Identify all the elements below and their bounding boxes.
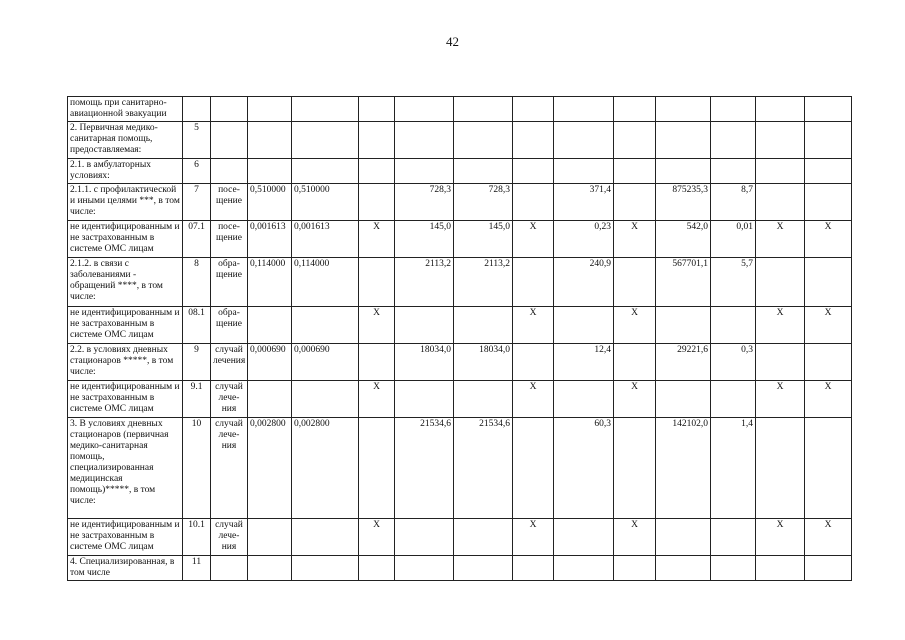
value-cell (554, 519, 614, 556)
value-cell (359, 418, 395, 519)
table-row (68, 258, 852, 307)
value-cell: Х (614, 221, 656, 258)
unit-cell (211, 122, 248, 159)
unit-cell: случай лече-ния (211, 418, 248, 519)
value-cell (805, 159, 852, 184)
value-cell (656, 519, 711, 556)
row-number-cell: 8 (183, 258, 211, 307)
value-cell (359, 258, 395, 307)
value-cell (395, 122, 454, 159)
row-number-cell: 11 (183, 556, 211, 581)
value-cell: Х (513, 519, 554, 556)
row-name-cell: не идентифицированным и не застрахованным в системе ОМС лицам (68, 519, 183, 556)
value-cell (292, 519, 359, 556)
table-row (68, 184, 852, 221)
value-cell (359, 122, 395, 159)
value-cell: 728,3 (454, 184, 513, 221)
value-cell (711, 307, 756, 344)
value-cell (614, 122, 656, 159)
value-cell (805, 344, 852, 381)
value-cell (554, 381, 614, 418)
value-cell (805, 258, 852, 307)
value-cell (614, 258, 656, 307)
value-cell (656, 307, 711, 344)
value-cell: 0,510000 (292, 184, 359, 221)
value-cell (513, 97, 554, 122)
value-cell (292, 159, 359, 184)
value-cell (614, 344, 656, 381)
value-cell (554, 97, 614, 122)
table-row (68, 344, 852, 381)
value-cell (513, 122, 554, 159)
value-cell (805, 184, 852, 221)
value-cell: 0,510000 (248, 184, 292, 221)
value-cell (711, 122, 756, 159)
table-row (68, 122, 852, 159)
row-name-cell: не идентифицированным и не застрахованным в системе ОМС лицам (68, 221, 183, 258)
row-name-cell: 2.1.2. в связи с заболеваниями - обращений ****, в том числе: (68, 258, 183, 307)
value-cell: 0,01 (711, 221, 756, 258)
value-cell: 2113,2 (454, 258, 513, 307)
value-cell: 0,001613 (248, 221, 292, 258)
row-number-cell: 9.1 (183, 381, 211, 418)
value-cell: Х (513, 381, 554, 418)
value-cell: 21534,6 (395, 418, 454, 519)
value-cell (454, 122, 513, 159)
value-cell (395, 556, 454, 581)
value-cell: 0,3 (711, 344, 756, 381)
value-cell (395, 519, 454, 556)
value-cell: 0,002800 (248, 418, 292, 519)
value-cell: 145,0 (395, 221, 454, 258)
value-cell: Х (359, 221, 395, 258)
table-row (68, 519, 852, 556)
value-cell (614, 556, 656, 581)
unit-cell (211, 159, 248, 184)
value-cell (454, 97, 513, 122)
value-cell: 371,4 (554, 184, 614, 221)
row-number-cell: 7 (183, 184, 211, 221)
value-cell: 145,0 (454, 221, 513, 258)
value-cell: 0,23 (554, 221, 614, 258)
page-number: 42 (446, 34, 459, 49)
value-cell (248, 556, 292, 581)
value-cell (554, 122, 614, 159)
value-cell (395, 307, 454, 344)
value-cell (248, 159, 292, 184)
row-name-cell: 2.1.1. с профилактической и иными целями ***, в том числе: (68, 184, 183, 221)
value-cell (359, 556, 395, 581)
value-cell (554, 307, 614, 344)
value-cell (248, 519, 292, 556)
value-cell (614, 159, 656, 184)
value-cell (805, 97, 852, 122)
row-name-cell: 2. Первичная медико-санитарная помощь, предоставляемая: (68, 122, 183, 159)
value-cell (359, 97, 395, 122)
row-number-cell: 9 (183, 344, 211, 381)
value-cell: Х (805, 519, 852, 556)
value-cell (756, 418, 805, 519)
value-cell (359, 184, 395, 221)
value-cell: 0,002800 (292, 418, 359, 519)
value-cell: 240,9 (554, 258, 614, 307)
value-cell: Х (614, 381, 656, 418)
row-name-cell: 4. Специализированная, в том числе (68, 556, 183, 581)
value-cell: 0,114000 (248, 258, 292, 307)
value-cell (554, 556, 614, 581)
value-cell (656, 159, 711, 184)
value-cell: 0,001613 (292, 221, 359, 258)
value-cell (248, 122, 292, 159)
unit-cell: случай лечения (211, 344, 248, 381)
value-cell: 8,7 (711, 184, 756, 221)
value-cell: 728,3 (395, 184, 454, 221)
value-cell (454, 381, 513, 418)
value-cell (513, 184, 554, 221)
value-cell (292, 122, 359, 159)
unit-cell (211, 97, 248, 122)
row-number-cell: 10 (183, 418, 211, 519)
value-cell (756, 97, 805, 122)
value-cell: Х (805, 381, 852, 418)
value-cell: 12,4 (554, 344, 614, 381)
table-row (68, 307, 852, 344)
value-cell (292, 307, 359, 344)
value-cell (513, 344, 554, 381)
value-cell (513, 418, 554, 519)
unit-cell: обра-щение (211, 307, 248, 344)
value-cell: Х (359, 519, 395, 556)
row-name-cell: 3. В условиях дневных стационаров (первичная медико-санитарная помощь, специализированная медицинская помощь)*****, в том числе: (68, 418, 183, 519)
table-row (68, 97, 852, 122)
value-cell: 567701,1 (656, 258, 711, 307)
value-cell (805, 122, 852, 159)
value-cell (614, 184, 656, 221)
value-cell: 875235,3 (656, 184, 711, 221)
value-cell (756, 556, 805, 581)
value-cell: Х (359, 307, 395, 344)
value-cell (454, 307, 513, 344)
value-cell (359, 344, 395, 381)
value-cell (454, 519, 513, 556)
value-cell: Х (756, 221, 805, 258)
value-cell (756, 258, 805, 307)
value-cell (756, 122, 805, 159)
value-cell: 29221,6 (656, 344, 711, 381)
value-cell: 18034,0 (395, 344, 454, 381)
value-cell (248, 307, 292, 344)
value-cell: 0,114000 (292, 258, 359, 307)
table-row (68, 381, 852, 418)
value-cell: Х (756, 307, 805, 344)
value-cell: Х (805, 307, 852, 344)
value-cell (292, 556, 359, 581)
value-cell (711, 97, 756, 122)
value-cell (248, 381, 292, 418)
value-cell: Х (756, 381, 805, 418)
value-cell: Х (513, 307, 554, 344)
value-cell: Х (359, 381, 395, 418)
value-cell: Х (614, 519, 656, 556)
table-row (68, 221, 852, 258)
value-cell: Х (756, 519, 805, 556)
value-cell (656, 381, 711, 418)
value-cell (454, 159, 513, 184)
value-cell (711, 519, 756, 556)
value-cell (292, 381, 359, 418)
value-cell: 142102,0 (656, 418, 711, 519)
value-cell (513, 556, 554, 581)
value-cell (711, 159, 756, 184)
value-cell (711, 381, 756, 418)
value-cell (395, 159, 454, 184)
value-cell: 5,7 (711, 258, 756, 307)
value-cell: 542,0 (656, 221, 711, 258)
unit-cell: случай лече-ния (211, 381, 248, 418)
value-cell: 21534,6 (454, 418, 513, 519)
value-cell (292, 97, 359, 122)
row-number-cell (183, 97, 211, 122)
value-cell: Х (513, 221, 554, 258)
value-cell (756, 159, 805, 184)
table-row (68, 159, 852, 184)
unit-cell: случай лече-ния (211, 519, 248, 556)
value-cell (614, 418, 656, 519)
value-cell (656, 122, 711, 159)
unit-cell: посе-щение (211, 184, 248, 221)
value-cell: Х (614, 307, 656, 344)
value-cell (359, 159, 395, 184)
row-name-cell: помощь при санитарно-авиационной эвакуации (68, 97, 183, 122)
value-cell (248, 97, 292, 122)
row-name-cell: не идентифицированным и не застрахованным в системе ОМС лицам (68, 307, 183, 344)
value-cell (756, 344, 805, 381)
value-cell: 2113,2 (395, 258, 454, 307)
value-cell: 0,000690 (292, 344, 359, 381)
value-cell (656, 97, 711, 122)
row-number-cell: 08.1 (183, 307, 211, 344)
value-cell (513, 258, 554, 307)
value-cell (656, 556, 711, 581)
value-cell (614, 97, 656, 122)
row-number-cell: 6 (183, 159, 211, 184)
value-cell (756, 184, 805, 221)
value-cell (395, 381, 454, 418)
data-table (67, 96, 852, 581)
value-cell: 0,000690 (248, 344, 292, 381)
value-cell (805, 556, 852, 581)
unit-cell (211, 556, 248, 581)
row-name-cell: не идентифицированным и не застрахованным в системе ОМС лицам (68, 381, 183, 418)
value-cell: 18034,0 (454, 344, 513, 381)
table-row (68, 418, 852, 519)
value-cell: Х (805, 221, 852, 258)
row-number-cell: 5 (183, 122, 211, 159)
value-cell (513, 159, 554, 184)
row-number-cell: 07.1 (183, 221, 211, 258)
value-cell (454, 556, 513, 581)
value-cell: 1,4 (711, 418, 756, 519)
row-name-cell: 2.2. в условиях дневных стационаров *****, в том числе: (68, 344, 183, 381)
unit-cell: обра-щение (211, 258, 248, 307)
value-cell (554, 159, 614, 184)
value-cell: 60,3 (554, 418, 614, 519)
value-cell (395, 97, 454, 122)
row-number-cell: 10.1 (183, 519, 211, 556)
value-cell (711, 556, 756, 581)
value-cell (805, 418, 852, 519)
table-row (68, 556, 852, 581)
unit-cell: посе-щение (211, 221, 248, 258)
row-name-cell: 2.1. в амбулаторных условиях: (68, 159, 183, 184)
